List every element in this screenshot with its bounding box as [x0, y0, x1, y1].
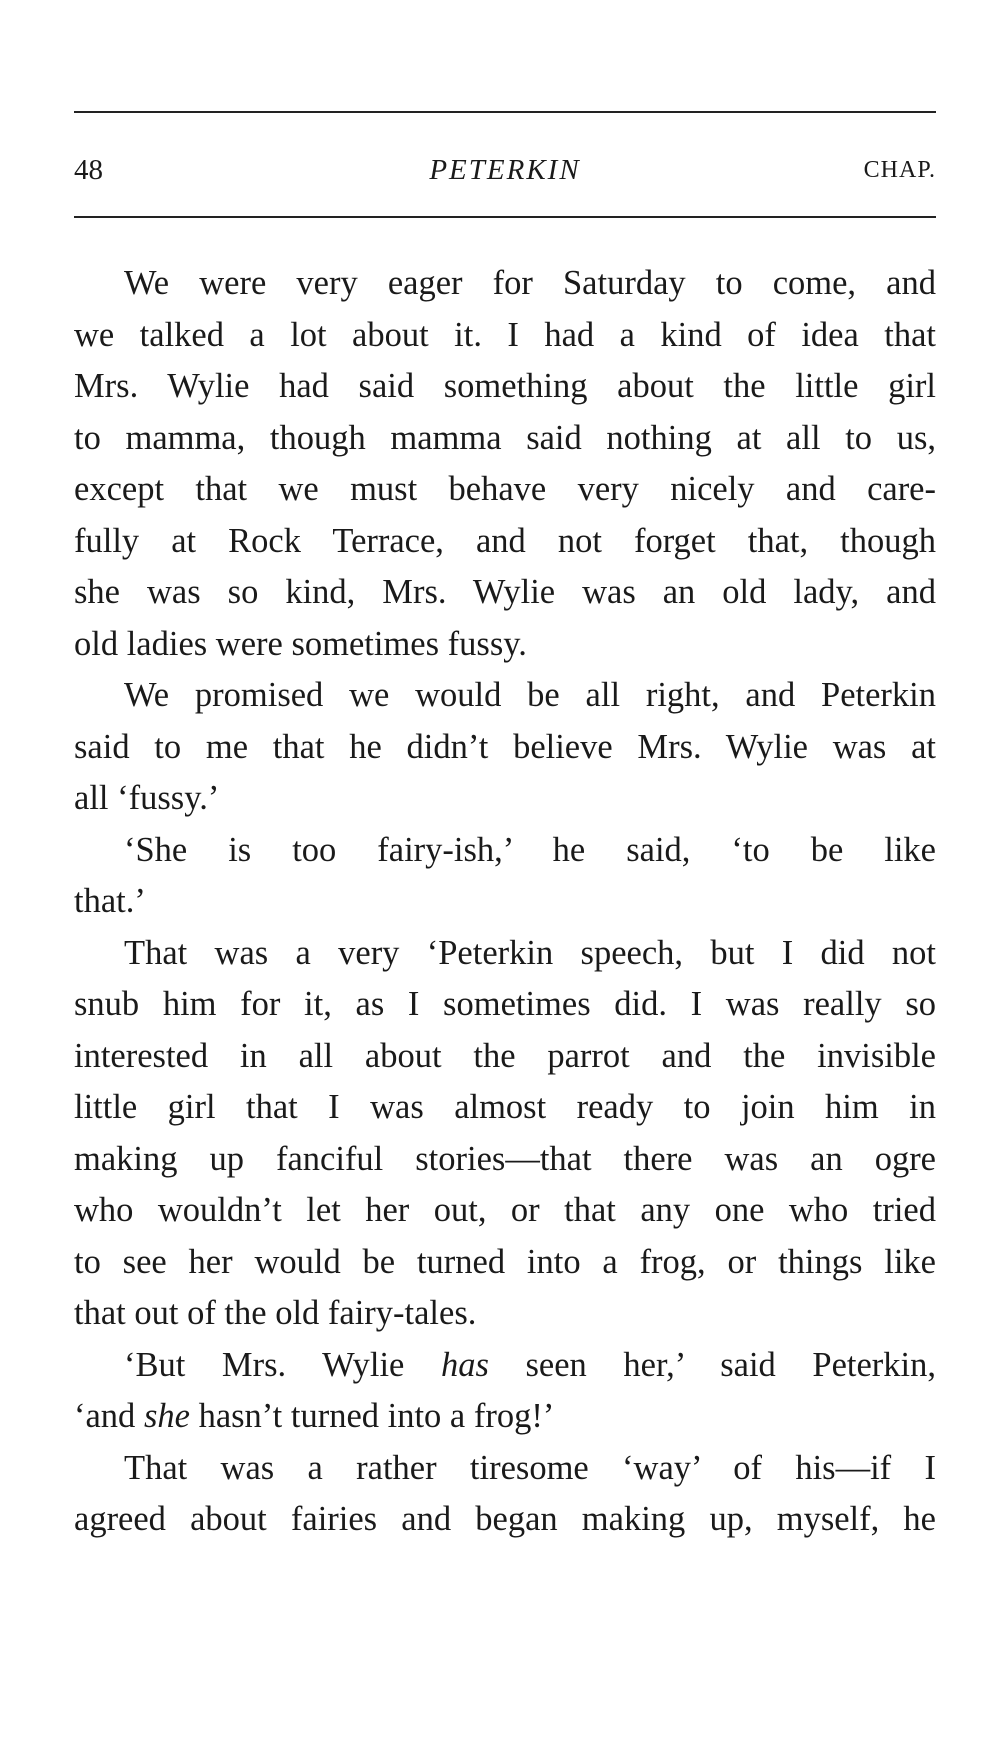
text-line: That was a very ‘Peterkin speech, but I did not: [124, 933, 936, 972]
text-line: said to me that he didn’t believe Mrs. Wylie was at: [74, 727, 936, 766]
chapter-mark: CHAP.: [863, 157, 936, 183]
text-fragment: ‘and: [74, 1397, 144, 1435]
text-line: fully at Rock Terrace, and not forget that, though: [74, 521, 936, 560]
text-line: making up fanciful stories—that there was an ogre: [74, 1139, 936, 1178]
header-rule-bottom: [74, 216, 936, 218]
text-line: she was so kind, Mrs. Wylie was an old lady, and: [74, 573, 936, 611]
text-line: who wouldn’t let her out, or that any one who tried: [74, 1191, 936, 1229]
text-line: that.’: [74, 882, 146, 920]
text-line: except that we must behave very nicely and care-: [74, 470, 936, 508]
text-line: ‘She is too fairy-ish,’ he said, ‘to be like: [124, 830, 936, 869]
text-fragment: hasn’t turned into a frog!’: [189, 1397, 555, 1435]
text-fragment: seen her,’ said Peterkin,: [488, 1345, 936, 1384]
book-title: PETERKIN: [429, 154, 581, 186]
text-line: we talked a lot about it. I had a kind of idea that: [74, 315, 936, 354]
running-head: [74, 148, 936, 192]
text-line: We promised we would be all right, and Peterkin: [124, 676, 936, 714]
text-line: [74, 1340, 936, 1392]
text-fragment: ‘But Mrs. Wylie: [124, 1345, 441, 1384]
text-line: interested in all about the parrot and the invisible: [74, 1036, 936, 1075]
text-line: [74, 1391, 936, 1443]
header-rule-top: [74, 111, 936, 113]
body-text: [74, 258, 936, 1546]
page-number: 48: [74, 154, 103, 186]
text-line: That was a rather tiresome ‘way’ of his—if I: [124, 1448, 936, 1487]
text-line: little girl that I was almost ready to join him in: [74, 1088, 936, 1126]
emphasis: she: [143, 1397, 190, 1435]
text-line: to mamma, though mamma said nothing at all to us,: [74, 418, 936, 457]
text-line: to see her would be turned into a frog, or things like: [74, 1242, 936, 1281]
text-line: Mrs. Wylie had said something about the little girl: [74, 367, 936, 405]
text-line: old ladies were sometimes fussy.: [74, 624, 527, 663]
text-line: all ‘fussy.’: [74, 779, 220, 817]
emphasis: has: [440, 1345, 489, 1384]
text-line: We were very eager for Saturday to come, and: [124, 264, 936, 302]
text-line: that out of the old fairy-tales.: [74, 1294, 477, 1332]
text-line: agreed about fairies and began making up, myself, he: [74, 1500, 936, 1538]
text-line: snub him for it, as I sometimes did. I was really so: [74, 985, 936, 1023]
